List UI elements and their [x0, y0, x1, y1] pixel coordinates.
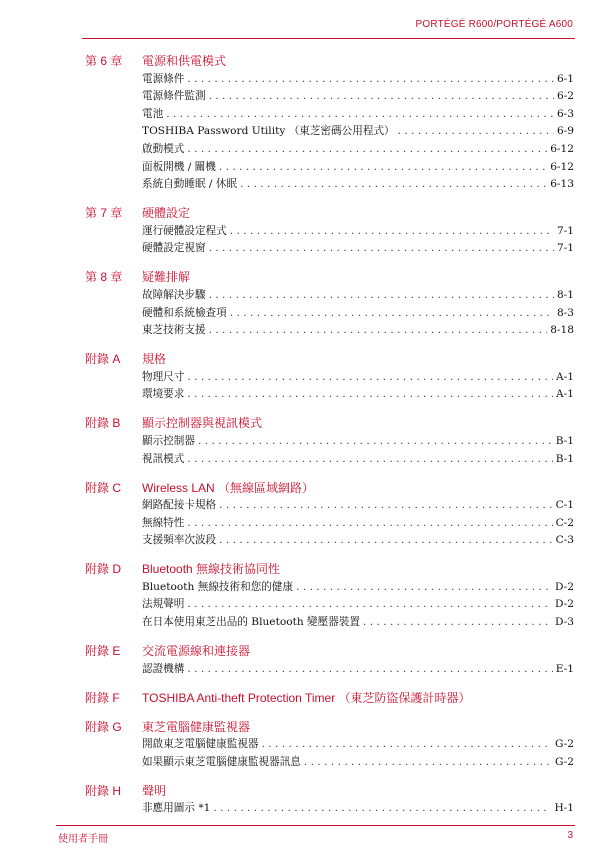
- toc-entry-text: 東芝技術支援: [142, 324, 206, 337]
- dot-leader: [219, 160, 547, 174]
- toc-section-label: 第 6 章: [85, 54, 123, 68]
- toc-entry-page: 6-1: [556, 72, 574, 85]
- toc-section-label: 附錄 C: [85, 480, 122, 495]
- toc-entry[interactable]: [142, 576, 574, 594]
- toc-section: [0, 782, 613, 816]
- toc-entry[interactable]: [142, 495, 574, 513]
- toc-entry[interactable]: [142, 68, 574, 86]
- toc-entry-text: 物理尺寸: [142, 370, 185, 383]
- toc-section: [0, 350, 613, 401]
- toc-entry[interactable]: [142, 430, 574, 448]
- toc-entry-text: 啟動模式: [142, 142, 185, 155]
- toc-section-heading[interactable]: [0, 414, 613, 430]
- toc-section-label: 附錄 H: [85, 783, 122, 798]
- dot-leader: [187, 142, 547, 156]
- toc-entry-text: 視訊模式: [142, 452, 185, 465]
- toc-entry-text: 故障解決步驟: [142, 288, 206, 301]
- toc-section: [0, 560, 613, 629]
- dot-leader: [187, 387, 553, 401]
- toc-section-heading[interactable]: [0, 642, 613, 658]
- toc-section-title: 疑難排解: [142, 270, 191, 285]
- toc-section-heading[interactable]: [0, 782, 613, 798]
- toc-entry-text: 顯示控制器: [142, 434, 195, 447]
- toc-entry-page: 8-1: [556, 288, 574, 301]
- page-header: [0, 0, 613, 40]
- toc-entry-text: 系統自動睡眠 / 休眠: [142, 178, 238, 191]
- toc-entry-text: TOSHIBA Password Utility （東芝密碼公用程式）: [142, 125, 395, 138]
- toc-section-label: 附錄 A: [85, 352, 121, 367]
- toc-entry[interactable]: [142, 384, 574, 402]
- toc-entry-page: 6-2: [556, 90, 574, 103]
- toc-section-heading[interactable]: [0, 718, 613, 734]
- toc-entry[interactable]: [142, 86, 574, 104]
- toc-entry-text: 網路配接卡規格: [142, 499, 217, 512]
- toc-section-heading[interactable]: [0, 204, 613, 220]
- toc-entry-text: 非應用圖示 *1: [142, 802, 211, 815]
- toc-entry-page: B-1: [555, 434, 574, 447]
- toc-entry-text: 硬體設定視窗: [142, 242, 206, 255]
- toc-section-label: 第 8 章: [85, 270, 123, 285]
- dot-leader: [230, 224, 554, 238]
- toc-section: [0, 479, 613, 548]
- toc-entry[interactable]: [142, 734, 574, 752]
- toc-section-label: 附錄 G: [85, 719, 122, 734]
- toc-entry-page: 7-1: [556, 242, 574, 255]
- toc-entry-page: E-1: [555, 662, 574, 675]
- dot-leader: [187, 662, 552, 676]
- toc-entry[interactable]: [142, 658, 574, 676]
- toc-entry-text: Bluetooth 無線技術和您的健康: [142, 580, 294, 593]
- dot-leader: [198, 434, 553, 448]
- toc-section: [0, 52, 613, 191]
- table-of-contents: [0, 52, 613, 828]
- dot-leader: [166, 107, 554, 121]
- toc-entry-text: 硬體和系統檢查項: [142, 306, 227, 319]
- toc-section-label: 附錄 B: [85, 416, 121, 431]
- toc-entry-text: 認證機構: [142, 662, 185, 675]
- dot-leader: [230, 306, 554, 320]
- toc-entry-page: A-1: [556, 370, 574, 383]
- toc-section-title: 顯示控制器與視訊模式: [142, 416, 263, 431]
- toc-entry-page: D-2: [554, 580, 574, 593]
- toc-entry-page: D-2: [554, 598, 574, 611]
- dot-leader: [209, 323, 548, 337]
- dot-leader: [304, 755, 552, 769]
- dot-leader: [296, 580, 552, 594]
- toc-section-heading[interactable]: [0, 52, 613, 68]
- toc-entry-page: 7-1: [556, 224, 574, 237]
- toc-section-title: Bluetooth 無線技術協同性: [142, 562, 281, 577]
- dot-leader: [240, 177, 547, 191]
- dot-leader: [187, 452, 552, 466]
- toc-entry-text: 開啟東芝電腦健康監視器: [142, 738, 259, 751]
- toc-entry-text: 電源條件: [142, 72, 185, 85]
- dot-leader: [209, 89, 554, 103]
- toc-entry-page: 8-18: [550, 324, 574, 337]
- dot-leader: [209, 241, 554, 255]
- toc-entry-text: 運行硬體設定程式: [142, 224, 227, 237]
- header-title: PORTÉGÉ R600/PORTÉGÉ A600: [415, 19, 573, 30]
- toc-entry[interactable]: [142, 320, 574, 338]
- toc-entry-page: 6-12: [550, 142, 574, 155]
- toc-section-heading[interactable]: [0, 350, 613, 366]
- toc-entry-text: 法規聲明: [142, 598, 185, 611]
- toc-section-heading[interactable]: [0, 268, 613, 284]
- dot-leader: [187, 597, 552, 611]
- footer-rule: [56, 825, 575, 826]
- toc-section: [0, 642, 613, 676]
- page-footer: [0, 816, 613, 866]
- toc-entry-page: H-1: [554, 802, 574, 815]
- toc-entry[interactable]: [142, 156, 574, 174]
- toc-entry-page: B-1: [555, 452, 574, 465]
- toc-entry[interactable]: [142, 798, 574, 816]
- toc-section-label: 附錄 D: [85, 562, 122, 577]
- toc-section-title: 硬體設定: [142, 206, 191, 221]
- toc-entry-text: 電池: [142, 107, 164, 120]
- toc-entry-text: 如果顯示東芝電腦健康監視器訊息: [142, 755, 301, 768]
- toc-section-title: 東芝電腦健康監視器: [142, 719, 251, 734]
- dot-leader: [187, 516, 552, 530]
- toc-entry[interactable]: [142, 594, 574, 612]
- toc-section-title: 聲明: [142, 783, 167, 798]
- toc-section: [0, 718, 613, 769]
- dot-leader: [187, 370, 553, 384]
- toc-entry[interactable]: [142, 220, 574, 238]
- toc-entry[interactable]: [142, 174, 574, 192]
- toc-entry-page: G-2: [555, 755, 574, 768]
- toc-entry-page: 6-13: [550, 178, 574, 191]
- toc-entry[interactable]: [142, 530, 574, 548]
- toc-entry-page: 6-3: [556, 107, 574, 120]
- toc-section-heading[interactable]: [0, 479, 613, 495]
- dot-leader: [219, 498, 552, 512]
- toc-entry[interactable]: [142, 284, 574, 302]
- toc-entry-page: G-2: [555, 738, 574, 751]
- toc-section-title: 規格: [142, 352, 167, 367]
- dot-leader: [213, 801, 551, 815]
- toc-entry-text: 環境要求: [142, 388, 185, 401]
- toc-section: [0, 414, 613, 465]
- toc-entry[interactable]: [142, 238, 574, 256]
- toc-entry-page: 6-9: [556, 125, 574, 138]
- toc-entry[interactable]: [142, 103, 574, 121]
- dot-leader: [398, 124, 554, 138]
- toc-entry-page: 8-3: [556, 306, 574, 319]
- toc-entry[interactable]: [142, 138, 574, 156]
- toc-section-title: Wireless LAN （無線區域網路）: [142, 480, 315, 495]
- toc-section: [0, 268, 613, 337]
- toc-section-title: TOSHIBA Anti-theft Protection Timer （東芝防盜保護計時器）: [142, 690, 471, 705]
- footer-manual-name: 使用者手冊: [58, 834, 108, 845]
- toc-section-heading[interactable]: [0, 560, 613, 576]
- toc-entry-text: 在日本使用東芝出品的 Bluetooth 變壓器裝置: [142, 616, 360, 629]
- toc-entry-text: 面板開機 / 關機: [142, 160, 216, 173]
- dot-leader: [209, 288, 554, 302]
- toc-entry[interactable]: [142, 611, 574, 629]
- toc-section-label: 附錄 F: [85, 690, 120, 705]
- toc-section-heading[interactable]: [0, 689, 613, 705]
- dot-leader: [363, 615, 552, 629]
- toc-entry[interactable]: [142, 751, 574, 769]
- toc-entry[interactable]: [142, 512, 574, 530]
- toc-section-title: 交流電源線和連接器: [142, 644, 251, 659]
- toc-entry-page: D-3: [554, 616, 574, 629]
- toc-entry-text: 無線特性: [142, 516, 185, 529]
- dot-leader: [187, 72, 554, 86]
- toc-entry[interactable]: [142, 302, 574, 320]
- toc-entry[interactable]: [142, 366, 574, 384]
- toc-section: [0, 689, 613, 705]
- toc-entry-text: 支援頻率次波段: [142, 534, 217, 547]
- toc-entry-text: 電源條件監測: [142, 90, 206, 103]
- dot-leader: [219, 533, 552, 547]
- toc-section-title: 電源和供電模式: [142, 54, 227, 68]
- page-number: 3: [567, 830, 573, 841]
- toc-entry-page: A-1: [556, 388, 574, 401]
- toc-entry-page: C-3: [555, 534, 574, 547]
- toc-entry-page: C-1: [555, 499, 574, 512]
- toc-entry[interactable]: [142, 448, 574, 466]
- toc-section: [0, 204, 613, 255]
- dot-leader: [262, 737, 552, 751]
- toc-section-label: 第 7 章: [85, 206, 123, 221]
- header-rule: [82, 38, 575, 39]
- toc-entry-page: 6-12: [550, 160, 574, 173]
- toc-entry[interactable]: [142, 121, 574, 139]
- toc-entry-page: C-2: [555, 516, 574, 529]
- toc-section-label: 附錄 E: [85, 644, 121, 659]
